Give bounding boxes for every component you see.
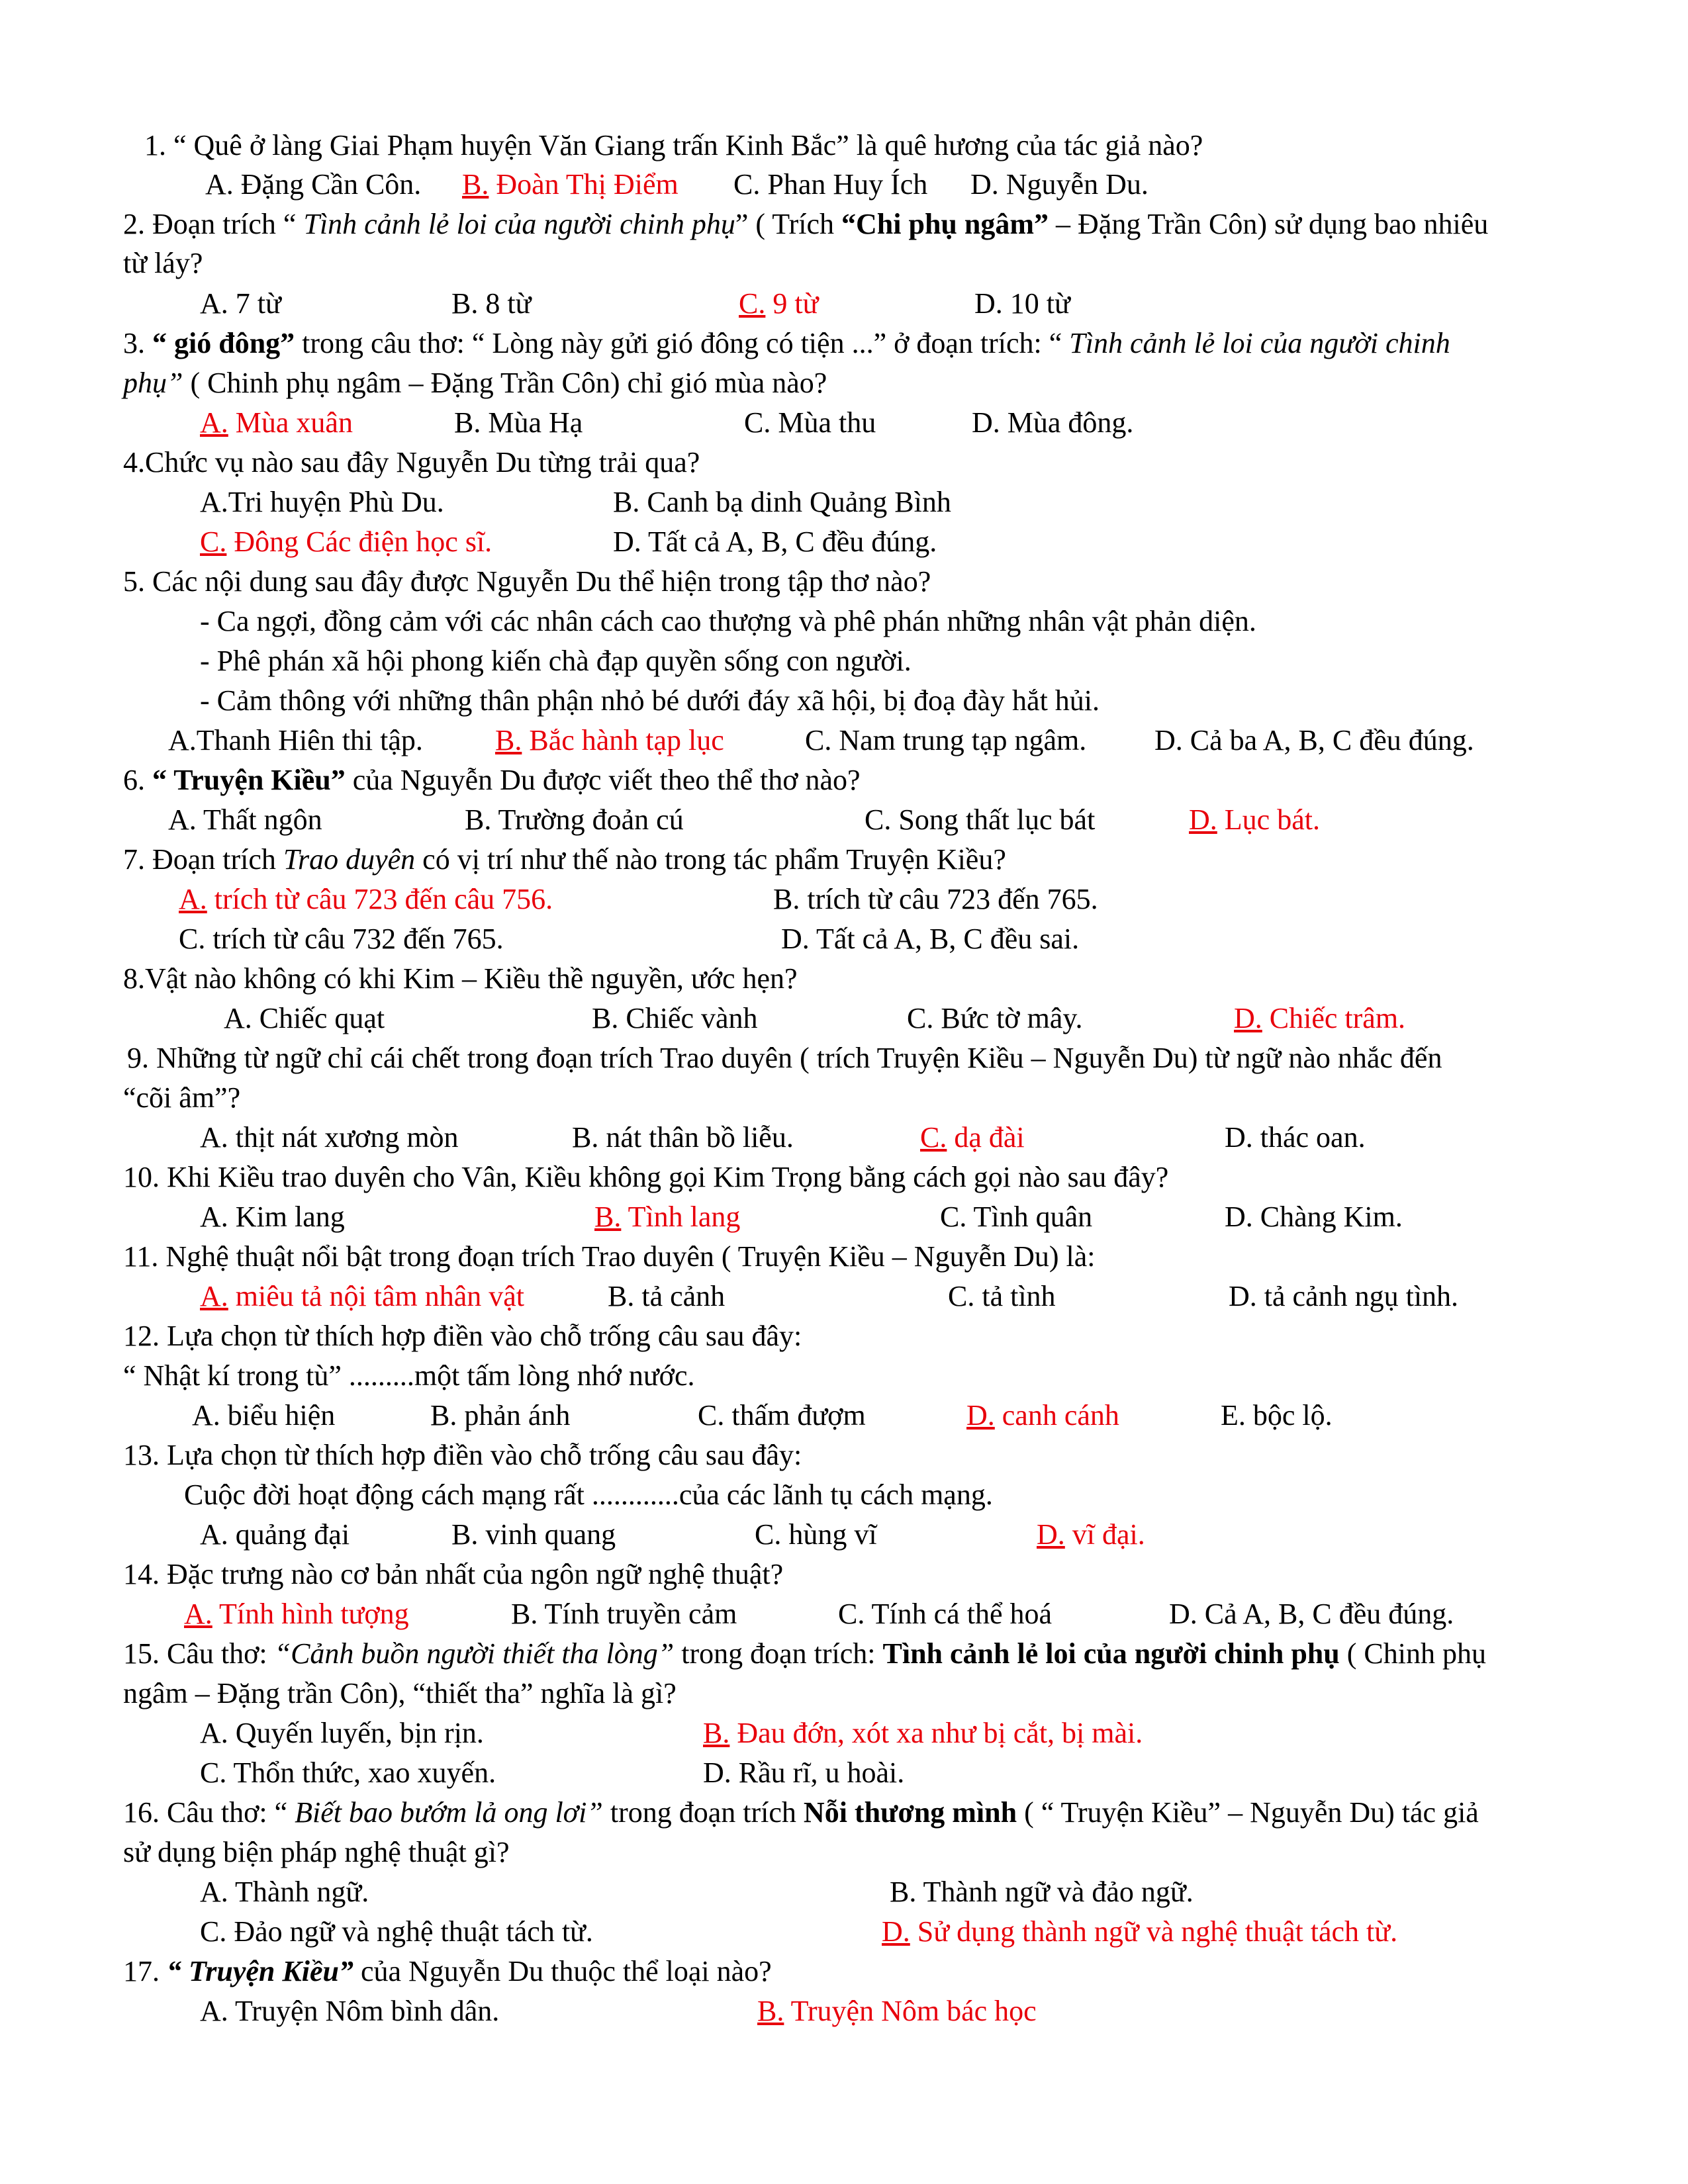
q1-option-c: C. Phan Huy Ích — [733, 168, 928, 201]
q2-stem: 2. Đoạn trích “ Tình cảnh lẻ loi của người chinh phụ” ( Trích “Chi phụ ngâm” – Đặng Trần Côn) sử dụng bao nhiêu — [123, 208, 1489, 240]
q13-stem: 13. Lựa chọn từ thích hợp điền vào chỗ trống câu sau đây: — [123, 1439, 802, 1471]
q3-stem: 3. “ gió đông” trong câu thơ: “ Lòng này gửi gió đông có tiện ...” ở đoạn trích: “ Tình cảnh lẻ loi của người chinh — [123, 327, 1450, 359]
q1-stem: 1. “ Quê ở làng Giai Phạm huyện Văn Giang trấn Kinh Bắc” là quê hương của tác giả nào? — [144, 129, 1203, 161]
q12-option-e: E. bộc lộ. — [1221, 1399, 1333, 1432]
q14-option-d: D. Cả A, B, C đều đúng. — [1169, 1598, 1454, 1630]
q8-option-c: C. Bức tờ mây. — [907, 1002, 1083, 1034]
q10-option-b-correct: B. Tình lang — [594, 1201, 741, 1233]
q17-option-a: A. Truyện Nôm bình dân. — [200, 1995, 500, 2027]
q15-stem: 15. Câu thơ: “Cảnh buồn người thiết tha lòng” trong đoạn trích: Tình cảnh lẻ loi của người chinh phụ ( Chinh phụ — [123, 1637, 1486, 1670]
q5-option-a: A.Thanh Hiên thi tập. — [168, 724, 423, 756]
q9-option-b: B. nát thân bồ liễu. — [572, 1121, 794, 1154]
q16-option-d-correct: D. Sử dụng thành ngữ và nghệ thuật tách từ. — [882, 1915, 1398, 1948]
q6-option-c: C. Song thất lục bát — [865, 803, 1096, 836]
q16-option-c: C. Đảo ngữ và nghệ thuật tách từ. — [200, 1915, 593, 1948]
q4-option-c-correct: C. Đông Các điện học sĩ. — [200, 525, 492, 558]
q5-option-d: D. Cả ba A, B, C đều đúng. — [1154, 724, 1474, 756]
q11-stem: 11. Nghệ thuật nổi bật trong đoạn trích Trao duyên ( Truyện Kiều – Nguyễn Du) là: — [123, 1240, 1096, 1273]
q13-option-d-correct: D. vĩ đại. — [1037, 1518, 1145, 1551]
q5-option-c: C. Nam trung tạp ngâm. — [805, 724, 1087, 756]
q12-stem: 12. Lựa chọn từ thích hợp điền vào chỗ trống câu sau đây: — [123, 1320, 802, 1352]
q8-option-b: B. Chiếc vành — [592, 1002, 758, 1034]
q5-option-b-correct: B. Bắc hành tạp lục — [495, 724, 724, 756]
q5-stem: 5. Các nội dung sau đây được Nguyễn Du thể hiện trong tập thơ nào? — [123, 565, 931, 598]
q10-option-c: C. Tình quân — [940, 1201, 1093, 1233]
q7-option-b: B. trích từ câu 723 đến 765. — [773, 883, 1098, 915]
q12-option-a: A. biểu hiện — [192, 1399, 336, 1432]
q11-option-c: C. tả tình — [948, 1280, 1056, 1312]
q11-option-b: B. tả cảnh — [608, 1280, 726, 1312]
q9-option-a: A. thịt nát xương mòn — [200, 1121, 459, 1154]
q9-stem: 9. Những từ ngữ chỉ cái chết trong đoạn trích Trao duyên ( trích Truyện Kiều – Nguyễn Du) từ ngữ nào nhắc đến — [127, 1042, 1442, 1074]
q3-option-c: C. Mùa thu — [744, 406, 876, 439]
q2-option-d: D. 10 từ — [974, 287, 1070, 320]
q6-option-a: A. Thất ngôn — [168, 803, 322, 836]
q16-option-a: A. Thành ngữ. — [200, 1876, 369, 1908]
q10-option-a: A. Kim lang — [200, 1201, 345, 1233]
q3-option-d: D. Mùa đông. — [972, 406, 1134, 439]
q2-option-a: A. 7 từ — [200, 287, 281, 320]
q8-option-a: A. Chiếc quạt — [224, 1002, 385, 1034]
q15-option-b-correct: B. Đau đớn, xót xa như bị cắt, bị mài. — [703, 1717, 1143, 1749]
q4-option-a: A.Tri huyện Phù Du. — [200, 486, 444, 518]
q8-option-d-correct: D. Chiếc trâm. — [1234, 1002, 1406, 1034]
q1-option-b-correct: B. Đoàn Thị Điểm — [462, 168, 679, 201]
q2-option-b: B. 8 từ — [451, 287, 532, 320]
q9-option-c-correct: C. dạ đài — [920, 1121, 1025, 1154]
q13-option-b: B. vinh quang — [451, 1518, 616, 1551]
q15-option-c: C. Thổn thức, xao xuyến. — [200, 1756, 496, 1789]
q1-option-d: D. Nguyễn Du. — [970, 168, 1149, 201]
q10-stem: 10. Khi Kiều trao duyên cho Vân, Kiều không gọi Kim Trọng bằng cách gọi nào sau đây? — [123, 1161, 1169, 1193]
q2-option-c-correct: C. 9 từ — [739, 287, 819, 320]
q4-stem: 4.Chức vụ nào sau đây Nguyễn Du từng trải qua? — [123, 446, 700, 478]
q14-option-a-correct: A. Tính hình tượng — [184, 1598, 409, 1630]
q3-option-a-correct: A. Mùa xuân — [200, 406, 353, 439]
q10-option-d: D. Chàng Kim. — [1225, 1201, 1403, 1233]
q7-stem: 7. Đoạn trích Trao duyên có vị trí như thế nào trong tác phẩm Truyện Kiều? — [123, 843, 1006, 876]
q6-stem: 6. “ Truyện Kiều” của Nguyễn Du được viết theo thể thơ nào? — [123, 764, 861, 796]
exam-page: 1. “ Quê ở làng Giai Phạm huyện Văn Giang trấn Kinh Bắc” là quê hương của tác giả nào? A. Đặng Cần Côn. B. Đoàn Thị Điểm C. Phan Huy Ích D. Nguyễn Du. 2. Đoạn trích “ Tình cảnh lẻ loi của người chinh phụ” ( Trích “Chi phụ ngâm” – Đặng Trần Côn) sử dụng bao nhiêu từ láy? A. 7 từ B. 8 từ C. 9 từ D. 10 từ 3. “ gió đông” trong câu thơ: “ Lòng này gửi gió đông có tiện ...” ở đoạn trích: “ Tình cảnh lẻ loi của người chinh phụ” ( Chinh phụ ngâm – Đặng Trần Côn) chỉ gió mùa nào? A. Mùa xuân B. Mùa Hạ C. Mùa thu D. Mùa đông. 4.Chức vụ nào sau đây Nguyễn Du từng trải qua? A.Tri huyện Phù Du. B. Canh bạ dinh Quảng Bình C. Đông Các điện học sĩ. D. Tất cả A, B, C đều đúng. 5. Các nội dung sau đây được Nguyễn Du thể hiện trong tập thơ nào? - Ca ngợi, đồng cảm với các nhân cách cao thượng và phê phán những nhân vật phản diện. - Phê phán xã hội phong kiến chà đạp quyền sống con người. - Cảm thông với những thân phận nhỏ bé dưới đáy xã hội, bị đoạ đày hắt hủi. A.Thanh Hiên thi tập. B. Bắc hành tạp lục C. Nam trung tạp ngâm. D. Cả ba A, B, C đều đúng. 6. “ Truyện Kiều” của Nguyễn Du được viết theo thể thơ nào? A. Thất ngôn B. Trường đoản cú C. Song thất lục bát D. Lục bát. 7. Đoạn trích Trao duyên có vị trí như thế nào trong tác phẩm Truyện Kiều? A. trích từ câu 723 đến câu 756. B. trích từ câu 723 đến 765. C. trích từ câu 732 đến 765. D. Tất cả A, B, C đều sai. 8.Vật nào không có khi Kim – Kiều thề nguyền, ước hẹn? A. Chiếc quạt B. Chiếc vành C. Bức tờ mây. D. Chiếc trâm. 9. Những từ ngữ chỉ cái chết trong đoạn trích Trao duyên ( trích Truyện Kiều – Nguyễn Du) từ ngữ nào nhắc đến “cõi âm”? A. thịt nát xương mòn B. nát thân bồ liễu. C. dạ đài D. thác oan. 10. Khi Kiều trao duyên cho Vân, Kiều không gọi Kim Trọng bằng cách gọi nào sau đây? A. Kim lang B. Tình lang C. Tình quân D. Chàng Kim. 11. Nghệ thuật nổi bật trong đoạn trích Trao duyên ( Truyện Kiều – Nguyễn Du) là: A. miêu tả nội tâm nhân vật B. tả cảnh C. tả tình D. tả cảnh ngụ tình. 12. Lựa chọn từ thích hợp điền vào chỗ trống câu sau đây: “ Nhật kí trong tù” .........một tấm lòng nhớ nước. A. biểu hiện B. phản ánh C. thấm đượm D. canh cánh E. bộc lộ. 13. Lựa chọn từ thích hợp điền vào chỗ trống câu sau đây: Cuộc đời hoạt động cách mạng rất ............của các lãnh tụ cách mạng. A. quảng đại B. vinh quang C. hùng vĩ D. vĩ đại. 14. Đặc trưng nào cơ bản nhất của ngôn ngữ nghệ thuật? A. Tính hình tượng B. Tính truyền cảm C. Tính cá thể hoá D. Cả A, B, C đều đúng. 15. Câu thơ: “Cảnh buồn người thiết tha lòng” trong đoạn trích: Tình cảnh lẻ loi của người chinh phụ ( Chinh phụ ngâm – Đặng trần Côn), “thiết tha” nghĩa là gì? A. Quyến luyến, bịn rịn. B. Đau đớn, xót xa như bị cắt, bị mài. C. Thổn thức, xao xuyến. D. Rầu rĩ, u hoài. 16. Câu thơ: “ Biết bao bướm lả ong lơi” trong đoạn trích Nỗi thương mình ( “ Truyện Kiều” – Nguyễn Du) tác giả sử dụng biện pháp nghệ thuật gì? A. Thành ngữ. B. Thành ngữ và đảo ngữ. C. Đảo ngữ và nghệ thuật tách từ. D. Sử dụng thành ngữ và nghệ thuật tách từ. 17. “ Truyện Kiều” của Nguyễn Du thuộc thể loại nào? A. Truyện Nôm bình dân. B. Truyện Nôm bác học — [0, 0, 1688, 2184]
q6-option-b: B. Trường đoản cú — [465, 803, 684, 836]
q13-option-c: C. hùng vĩ — [755, 1518, 877, 1551]
q14-option-c: C. Tính cá thể hoá — [838, 1598, 1052, 1630]
q7-option-a-correct: A. trích từ câu 723 đến câu 756. — [179, 883, 553, 915]
q14-option-b: B. Tính truyền cảm — [511, 1598, 737, 1630]
q16-option-b: B. Thành ngữ và đảo ngữ. — [890, 1876, 1194, 1908]
q7-option-d: D. Tất cả A, B, C đều sai. — [781, 923, 1080, 955]
q1-option-a: A. Đặng Cần Côn. — [205, 168, 422, 201]
q8-stem: 8.Vật nào không có khi Kim – Kiều thề nguyền, ước hẹn? — [123, 962, 798, 995]
q12-option-b: B. phản ánh — [430, 1399, 571, 1432]
q7-option-c: C. trích từ câu 732 đến 765. — [179, 923, 504, 955]
q4-option-d: D. Tất cả A, B, C đều đúng. — [613, 525, 937, 558]
q11-option-d: D. tả cảnh ngụ tình. — [1229, 1280, 1459, 1312]
q6-option-d-correct: D. Lục bát. — [1189, 803, 1320, 836]
q4-option-b: B. Canh bạ dinh Quảng Bình — [613, 486, 951, 518]
q16-stem: 16. Câu thơ: “ Biết bao bướm lả ong lơi” trong đoạn trích Nỗi thương mình ( “ Truyện Kiều” – Nguyễn Du) tác giả — [123, 1796, 1479, 1829]
q14-stem: 14. Đặc trưng nào cơ bản nhất của ngôn ngữ nghệ thuật? — [123, 1558, 784, 1590]
q11-option-a-correct: A. miêu tả nội tâm nhân vật — [200, 1280, 524, 1312]
q13-option-a: A. quảng đại — [200, 1518, 350, 1551]
q15-option-a: A. Quyến luyến, bịn rịn. — [200, 1717, 484, 1749]
q12-option-c: C. thấm đượm — [698, 1399, 866, 1432]
q15-option-d: D. Rầu rĩ, u hoài. — [703, 1756, 905, 1789]
q12-option-d-correct: D. canh cánh — [966, 1399, 1119, 1432]
q9-option-d: D. thác oan. — [1225, 1121, 1366, 1154]
q3-option-b: B. Mùa Hạ — [454, 406, 583, 439]
q17-stem: 17. “ Truyện Kiều” của Nguyễn Du thuộc thể loại nào? — [123, 1955, 772, 1987]
q17-option-b-correct: B. Truyện Nôm bác học — [757, 1995, 1037, 2027]
